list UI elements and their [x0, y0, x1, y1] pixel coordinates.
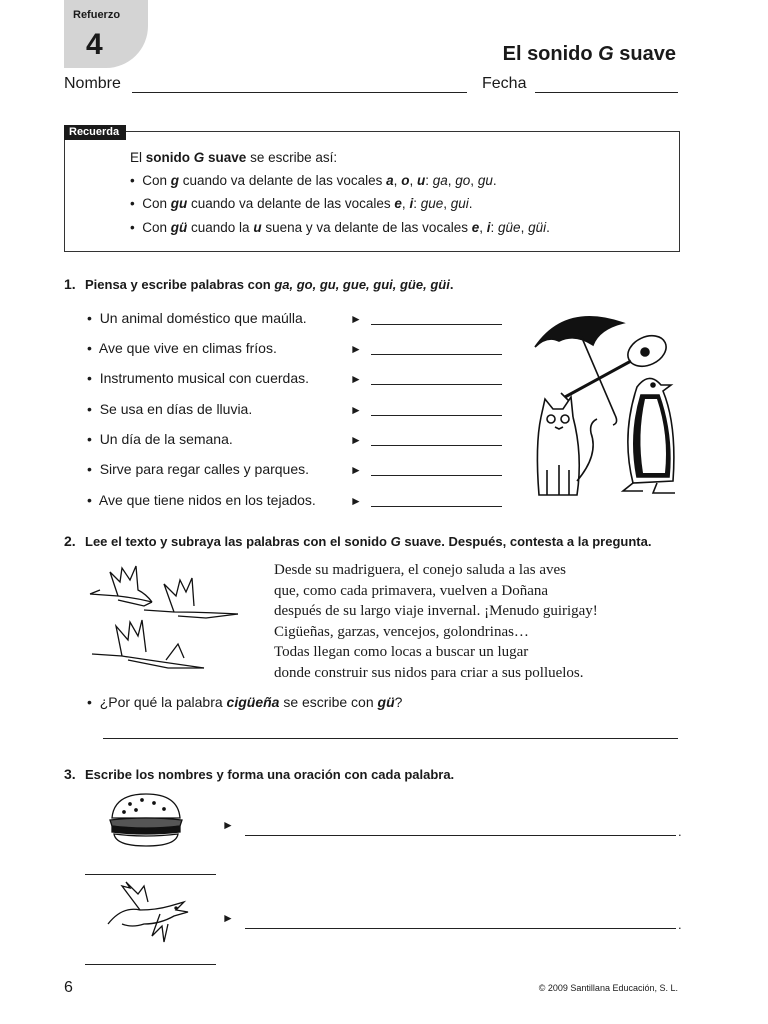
q1-prompt: Piensa y escribe palabras con ga, go, gu, gue, gui, güe, güi. [85, 277, 454, 292]
text-line: Desde su madriguera, el conejo saluda a las aves [274, 562, 566, 578]
date-field[interactable] [535, 92, 678, 93]
unit-number: 4 [86, 28, 103, 61]
answer-line[interactable] [371, 415, 502, 416]
reading-text [274, 560, 598, 683]
answer-line[interactable] [371, 354, 502, 355]
answer-line[interactable] [371, 475, 502, 476]
text-line: Todas llegan como locas a buscar un lugar [274, 644, 529, 660]
text-line: donde construir sus nidos para criar a sus polluelos. [274, 664, 584, 681]
arrow-icon: ► [350, 494, 362, 508]
rule-intro: El sonido G suave se escribe así: [130, 150, 338, 165]
q3-name-line[interactable] [85, 964, 216, 965]
q3-sentence-line[interactable] [245, 835, 676, 836]
q3-number: 3. [64, 766, 76, 782]
arrow-icon: ► [350, 372, 362, 386]
arrow-icon: ► [222, 911, 234, 925]
q3-name-line[interactable] [85, 874, 216, 875]
seagull-illustration [104, 880, 190, 946]
recuerda-tag: Recuerda [64, 125, 126, 140]
q2-question: • ¿Por qué la palabra cigüeña se escribe con gü? [87, 694, 403, 710]
line-period: . [678, 824, 682, 839]
q2-prompt: Lee el texto y subraya las palabras con el sonido G suave. Después, contesta a la pregunta. [85, 534, 652, 549]
q2-number: 2. [64, 533, 76, 549]
answer-line[interactable] [371, 445, 502, 446]
q1-item: • Un día de la semana. [87, 431, 233, 447]
arrow-icon: ► [350, 403, 362, 417]
q1-item: • Ave que tiene nidos en los tejados. [87, 492, 316, 508]
q2-answer-line[interactable] [103, 738, 678, 739]
name-field[interactable] [132, 92, 467, 93]
name-label: Nombre [64, 75, 121, 92]
tab-label: Refuerzo [73, 9, 121, 21]
text-line: después de su largo viaje invernal. ¡Menudo guirigay! [274, 603, 598, 619]
cat-penguin-guitar-umbrella-illustration [525, 305, 685, 505]
storks-illustration [88, 560, 243, 680]
answer-line[interactable] [371, 324, 502, 325]
q1-item: • Sirve para regar calles y parques. [87, 461, 310, 477]
rule-item: • Con gü cuando la u suena y va delante de las vocales e, i: güe, güi. [130, 220, 550, 235]
rule-item: • Con g cuando va delante de las vocales a, o, u: ga, go, gu. [130, 173, 497, 188]
q1-number: 1. [64, 276, 76, 292]
page-number: 6 [64, 979, 73, 996]
arrow-icon: ► [350, 433, 362, 447]
arrow-icon: ► [222, 818, 234, 832]
q3-sentence-line[interactable] [245, 928, 676, 929]
hamburger-illustration [106, 790, 186, 850]
answer-line[interactable] [371, 506, 502, 507]
page-title: El sonido G suave [502, 43, 676, 65]
q1-item: • Ave que vive en climas fríos. [87, 340, 277, 356]
arrow-icon: ► [350, 312, 362, 326]
text-line: que, como cada primavera, vuelven a Doñana [274, 582, 549, 599]
copyright: © 2009 Santillana Educación, S. L. [538, 983, 678, 993]
q1-item: • Instrumento musical con cuerdas. [87, 370, 310, 386]
q3-prompt: Escribe los nombres y forma una oración con cada palabra. [85, 767, 455, 782]
text-line: Cigüeñas, garzas, vencejos, golondrinas… [274, 623, 529, 640]
arrow-icon: ► [350, 342, 362, 356]
rule-item: • Con gu cuando va delante de las vocales e, i: gue, gui. [130, 196, 473, 211]
answer-line[interactable] [371, 384, 502, 385]
q1-item: • Un animal doméstico que maúlla. [87, 310, 307, 326]
q1-item: • Se usa en días de lluvia. [87, 401, 253, 417]
line-period: . [678, 917, 682, 932]
arrow-icon: ► [350, 463, 362, 477]
date-label: Fecha [482, 75, 527, 92]
